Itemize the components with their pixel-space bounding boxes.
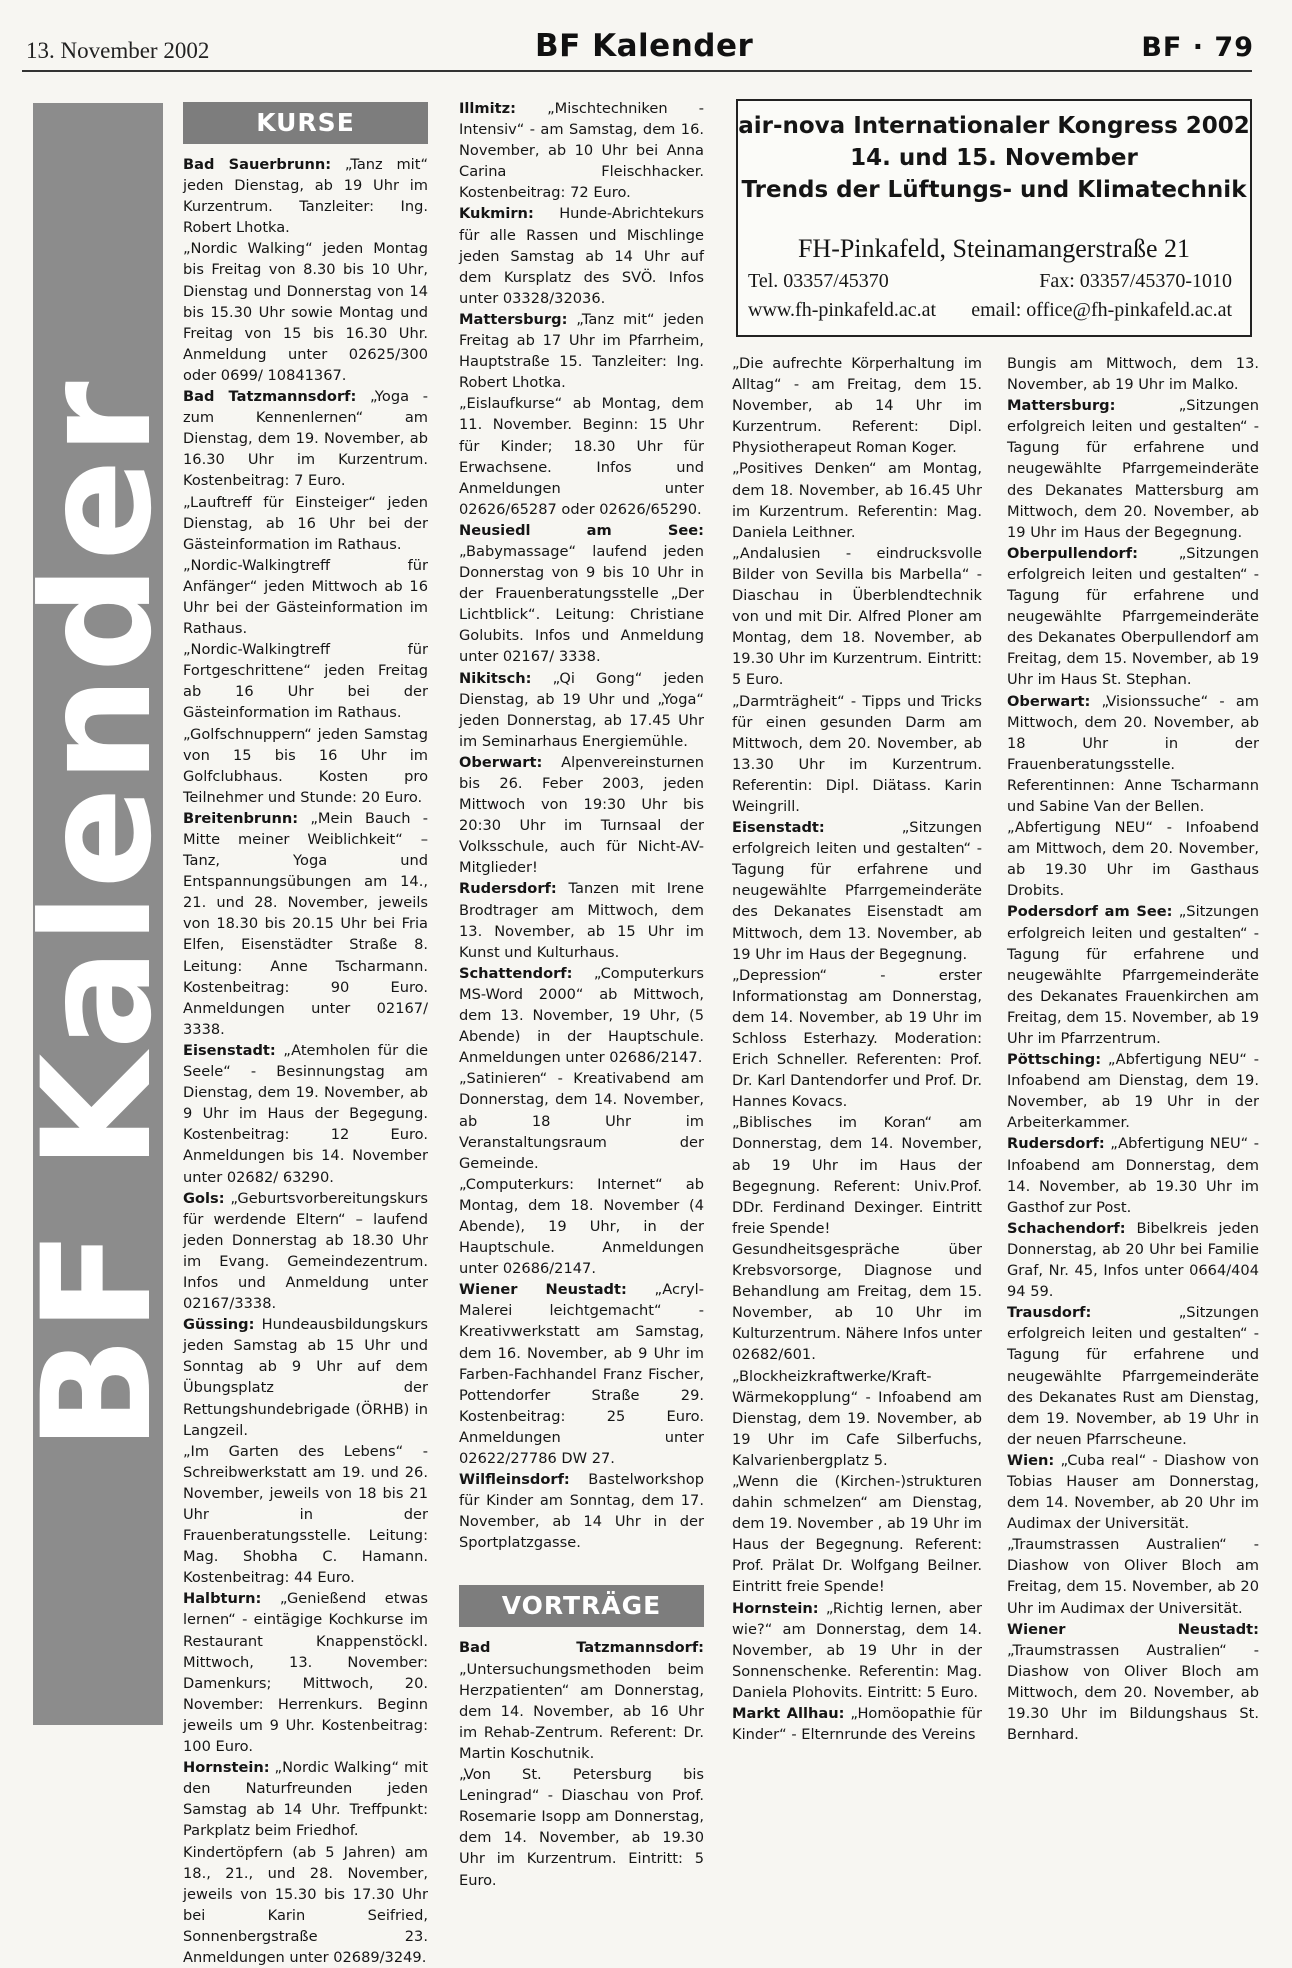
column-3 [732,353,982,1745]
entry-text: Bibelkreis jeden Donnerstag, ab 20 Uhr bei Familie Graf, Nr. 45, Infos unter 0664/404 94 59. [1007,1220,1259,1300]
entry-place: Rudersdorf: [1007,1135,1105,1152]
entry-text: Hunde-Abrichtekurs für alle Rassen und Mischlinge jeden Samstag ab 14 Uhr auf dem Kursplatz des SVÖ. Infos unter 03328/32036. [459,205,704,306]
kurse-heading: KURSE [183,102,428,144]
entry-place: Breitenbrunn: [183,810,298,827]
entry-text: Gesundheitsgespräche über Krebsvorsorge, Diagnose und Behandlung am Freitag, dem 15. November, ab 10 Uhr im Kulturzentrum. Nähere Infos unter 02682/601. [732,1241,982,1363]
calendar-entry [183,1314,428,1441]
entry-place: Wiener Neustadt: [1007,1621,1259,1638]
calendar-entry [1007,1302,1259,1450]
entry-text: „Qi Gong“ jeden Dienstag, ab 19 Uhr und „Yoga“ jeden Donnerstag, ab 17.45 Uhr im Seminarhaus Energiemühle. [459,670,704,750]
calendar-entry [459,1279,704,1469]
calendar-entry [183,1040,428,1188]
entry-place: Gols: [183,1190,225,1207]
entry-text: „Sitzungen erfolgreich leiten und gestalten“ - Tagung für erfahrene und neugewählte Pfarrgemeinderäte des Dekanates Eisenstadt am Mittwoch, dem 13. November, ab 19 Uhr im Haus der Begegnung. [732,819,982,963]
entry-text: „Computerkurs MS-Word 2000“ ab Mittwoch, dem 13. November, 19 Uhr, (5 Abende) in der Hauptschule. Anmeldungen unter 02686/2147. [459,965,704,1066]
entry-place: Wiener Neustadt: [459,1281,627,1298]
entry-text: „Yoga - zum Kennenlernen“ am Dienstag, dem 19. November, ab 16.30 Uhr im Kurzentrum. Kostenbeitrag: 7 Euro. [183,388,428,489]
entry-place: Wien: [1007,1452,1054,1469]
entry-text: „Lauftreff für Einsteiger“ jeden Dienstag, ab 16 Uhr bei der Gästeinformation im Rathaus. [183,494,428,553]
calendar-entry [183,724,428,808]
entry-place: Trausdorf: [1007,1304,1091,1321]
kurse-list-1 [183,154,428,1968]
entry-place: Oberwart: [1007,693,1090,710]
entry-text: Kindertöpfern (ab 5 Jahren) am 18., 21., und 28. November, jeweils von 15.30 bis 17.30 Uhr bei Karin Seifried, Sonnenbergstraße 23. Anmeldungen unter 02689/3249. [183,1844,428,1966]
ad-website[interactable]: www.fh-pinkafeld.ac.at [748,298,936,322]
entry-text: „Cuba real“ - Diashow von Tobias Hauser am Donnerstag, dem 14. November, ab 20 Uhr im Audimax der Universität. [1007,1452,1259,1532]
calendar-entry [459,668,704,752]
entry-text: „Die aufrechte Körperhaltung im Alltag“ - am Freitag, dem 15. November, ab 14 Uhr im Kurzentrum. Referent: Dipl. Physiotherapeut Roman Koger. [732,355,982,456]
entry-text: „Sitzungen erfolgreich leiten und gestalten“ - Tagung für erfahrene und neugewählte Pfarrgemeinderäte des Dekanates Rust am Dienstag, dem 19. November, ab 19 Uhr in der neuen Pfarrscheune. [1007,1304,1259,1448]
entry-text: „Wenn die (Kirchen-)strukturen dahin schmelzen“ am Dienstag, dem 19. November , ab 19 Uhr im Haus der Begegnung. Referent: Prof. Prälat Dr. Wolfgang Beilner. Eintritt freie Spende! [732,1473,982,1595]
ad-address: FH-Pinkafeld, Steinamangerstraße 21 [738,234,1250,264]
calendar-entry [183,639,428,723]
ad-dates: 14. und 15. November [738,142,1250,174]
entry-text: „Blockheizkraftwerke/Kraft-Wärmekopplung“ - Infoabend am Dienstag, dem 19. November, ab 19 Uhr im Cafe Silberfuchs, Kalvarienbergplatz 5. [732,1368,982,1469]
calendar-entry [183,154,428,238]
entry-place: Kukmirn: [459,205,534,222]
vortraege-list-4 [1007,353,1259,1745]
calendar-entry [459,98,704,203]
entry-place: Hornstein: [183,1759,270,1776]
entry-place: Neusiedl am See: [459,522,704,539]
entry-text: „Biblisches im Koran“ am Donnerstag, dem 14. November, ab 19 Uhr im Haus der Begegnung. Referent: Univ.Prof. DDr. Ferdinand Dexinger. Eintritt freie Spende! [732,1114,982,1236]
entry-text: „Von St. Petersburg bis Leningrad“ - Diaschau von Prof. Rosemarie Isopp am Donnerstag, dem 14. November, ab 19.30 Uhr im Kurzentrum. Eintritt: 5 Euro. [459,1766,704,1888]
column-4 [1007,353,1259,1745]
ad-subtitle: Trends der Lüftungs- und Klimatechnik [738,174,1250,206]
ad-contact-row [748,269,1232,293]
entry-text: „Mein Bauch - Mitte meiner Weiblichkeit“ – Tanz, Yoga und Entspannungsübungen am 14., 21. und 28. November, jeweils von 18.30 bis 20.15 Uhr bei Fria Elfen, Eisenstädter Straße 8. Leitung: Anne Tscharmann. Kostenbeitrag: 90 Euro. Anmeldungen unter 02167/ 3338. [183,810,428,1038]
calendar-entry [183,1757,428,1841]
entry-text: „Abfertigung NEU“ - Infoabend am Dienstag, dem 19. November, ab 19 Uhr in der Arbeiterkammer. [1007,1051,1259,1131]
ad-fax: Fax: 03357/45370-1010 [1039,269,1232,293]
calendar-entry [1007,353,1259,395]
calendar-entry [459,1637,704,1764]
entry-text: „Nordic-Walkingtreff für Anfänger“ jeden Mittwoch ab 16 Uhr bei der Gästeinformation im Rathaus. [183,557,428,637]
entry-place: Oberpullendorf: [1007,545,1138,562]
entry-text: „Traumstrassen Australien“ - Diashow von Oliver Bloch am Freitag, dem 15. November, ab 20 Uhr im Audimax der Universität. [1007,1536,1259,1616]
entry-text: „Satinieren“ - Kreativabend am Donnerstag, dem 14. November, ab 18 Uhr im Veranstaltungsraum der Gemeinde. [459,1070,704,1171]
calendar-entry [1007,543,1259,691]
vortraege-list-2 [459,1637,704,1890]
entry-text: „Golfschnuppern“ jeden Samstag von 15 bis 16 Uhr im Golfclubhaus. Kosten pro Teilnehmer und Stunde: 20 Euro. [183,726,428,806]
calendar-entry [459,520,704,668]
entry-text: „Untersuchungsmethoden beim Herzpatienten“ am Donnerstag, dem 14. November, ab 16 Uhr im Rehab-Zentrum. Referent: Dr. Martin Koschutnik. [459,1661,704,1762]
calendar-entry [1007,1218,1259,1302]
entry-place: Eisenstadt: [732,819,825,836]
entry-text: Bastelworkshop für Kinder am Sonntag, dem 17. November, ab 14 Uhr in der Sportplatzgasse. [459,1471,704,1551]
entry-place: Schachendorf: [1007,1220,1126,1237]
calendar-entry [459,309,704,393]
calendar-entry [1007,395,1259,543]
entry-text: Hundeausbildungskurs jeden Samstag ab 15 Uhr und Sonntag ab 9 Uhr auf dem Übungsplatz der Rettungshundebrigade (ÖRHB) in Langzeil. [183,1316,428,1438]
calendar-entry [459,963,704,1068]
entry-text: „Nordic Walking“ jeden Montag bis Freitag von 8.30 bis 10 Uhr, Dienstag und Donnerstag von 14 bis 15.30 Uhr sowie Montag und Freitag von 15 bis 16.30 Uhr. Anmeldung unter 02625/300 oder 0699/ 10841367. [183,240,428,384]
section-title: BF Kalender [535,28,753,64]
calendar-entry [183,1842,428,1968]
calendar-entry [1007,691,1259,818]
calendar-entry [732,1471,982,1598]
entry-place: Wilfleinsdorf: [459,1471,570,1488]
entry-text: „Homöopathie für Kinder“ - Elternrunde des Vereins [732,1705,982,1743]
ad-email[interactable]: email: office@fh-pinkafeld.ac.at [971,298,1232,322]
ad-headline: air-nova Internationaler Kongress 2002 [738,110,1250,142]
calendar-entry [732,1112,982,1239]
vortraege-list-3 [732,353,982,1745]
entry-text: „Tanz mit“ jeden Dienstag, ab 19 Uhr im Kurzentrum. Tanzleiter: Ing. Robert Lhotka. [183,156,428,236]
entry-text: „Richtig lernen, aber wie?“ am Donnerstag, dem 14. November, ab 19 Uhr in der Sonnenschenke. Referentin: Mag. Daniela Plohovits. Eintritt: 5 Euro. [732,1600,982,1701]
calendar-entry [1007,817,1259,901]
calendar-entry [732,817,982,965]
entry-text: Alpenvereinsturnen bis 26. Feber 2003, jeden Mittwoch von 19:30 Uhr bis 20:30 Uhr im Turnsaal der Volksschule, auch für Nicht-AV-Mitglieder! [459,754,704,876]
entry-text: „Genießend etwas lernen“ - eintägige Kochkurse im Restaurant Knappenstöckl. Mittwoch, 13. November: Damenkurs; Mittwoch, 20. November: Herrenkurs. Beginn jeweils um 9 Uhr. Kostenbeitrag: 100 Euro. [183,1590,428,1755]
calendar-entry [183,555,428,639]
entry-text: „Abfertigung NEU“ - Infoabend am Donnerstag, dem 14. November, ab 19.30 Uhr im Gasthof zur Post. [1007,1135,1259,1215]
calendar-entry [732,965,982,1113]
entry-text: „Sitzungen erfolgreich leiten und gestalten“ - Tagung für erfahrene und neugewählte Pfarrgemeinderäte des Dekanates Mattersburg am Mittwoch, dem 20. November, ab 19 Uhr im Haus der Begegnung. [1007,397,1259,541]
side-banner [33,103,163,1725]
calendar-entry [183,1188,428,1315]
entry-text: Bungis am Mittwoch, dem 13. November, ab 19 Uhr im Malko. [1007,355,1259,393]
calendar-entry [1007,1534,1259,1618]
entry-text: „Babymassage“ laufend jeden Donnerstag von 9 bis 10 Uhr in der Frauenberatungsstelle „Der Lichtblick“. Leitung: Christiane Golubits. Infos und Anmeldung unter 02167/ 3338. [459,543,704,665]
calendar-entry [459,1469,704,1553]
calendar-entry [459,393,704,520]
calendar-entry [1007,1049,1259,1133]
entry-text: „Nordic-Walkingtreff für Fortgeschrittene“ jeden Freitag ab 16 Uhr bei der Gästeinformation im Rathaus. [183,641,428,721]
entry-place: Hornstein: [732,1600,819,1617]
calendar-entry [732,1703,982,1745]
calendar-entry [732,691,982,818]
entry-place: Mattersburg: [1007,397,1115,414]
entry-place: Halbturn: [183,1590,261,1607]
entry-text: „Darmträgheit“ - Tipps und Tricks für einen gesunden Darm am Mittwoch, dem 20. November, ab 13.30 Uhr im Kurzentrum. Referentin: Dipl. Diätass. Karin Weingrill. [732,693,982,815]
calendar-entry [459,878,704,962]
entry-place: Podersdorf am See: [1007,903,1173,920]
entry-text: „Positives Denken“ am Montag, dem 18. November, ab 16.45 Uhr im Kurzentrum. Referentin: Mag. Daniela Leithner. [732,460,982,540]
side-banner-text: BF Kalender [11,377,185,1451]
calendar-entry [1007,901,1259,1049]
entry-place: Mattersburg: [459,311,567,328]
calendar-entry [183,1588,428,1757]
calendar-entry [732,1598,982,1703]
issue-date: 13. November 2002 [26,38,209,64]
entry-text: „Atemholen für die Seele“ - Besinnungstag am Dienstag, dem 19. November, ab 9 Uhr im Haus der Begegung. Kostenbeitrag: 12 Euro. Anmeldungen bis 14. November unter 02682/ 63290. [183,1042,428,1186]
entry-place: Illmitz: [459,100,516,117]
calendar-entry [183,808,428,1040]
entry-text: „Eislaufkurse“ ab Montag, dem 11. November. Beginn: 15 Uhr für Kinder; 18.30 Uhr für Erwachsene. Infos und Anmeldungen unter 02626/65287 oder 02626/65290. [459,395,704,517]
entry-place: Oberwart: [459,754,542,771]
calendar-entry [459,1764,704,1891]
column-1 [183,98,428,1968]
entry-text: „Nordic Walking“ mit den Naturfreunden jeden Samstag ab 14 Uhr. Treffpunkt: Parkplatz beim Friedhof. [183,1759,428,1839]
calendar-entry [1007,1133,1259,1217]
entry-text: „Andalusien - eindrucksvolle Bilder von Sevilla bis Marbella“ - Diaschau in Überblendtechnik von und mit Dir. Alfred Ploner am Montag, dem 18. November, ab 19.30 Uhr im Kurzentrum. Eintritt: 5 Euro. [732,545,982,689]
entry-text: „Traumstrassen Australien“ - Diashow von Oliver Bloch am Mittwoch, dem 20. November, ab 19.30 Uhr im Bildungshaus St. Bernhard. [1007,1642,1259,1743]
column-2 [459,98,704,1891]
entry-place: Nikitsch: [459,670,531,687]
entry-place: Bad Tatzmannsdorf: [459,1639,704,1656]
calendar-entry [183,238,428,386]
calendar-entry [183,492,428,555]
entry-place: Schattendorf: [459,965,573,982]
calendar-entry [459,1068,704,1173]
calendar-entry [732,353,982,458]
calendar-entry [183,1441,428,1589]
calendar-entry [1007,1450,1259,1534]
calendar-entry [183,386,428,491]
entry-text: „Tanz mit“ jeden Freitag ab 17 Uhr im Pfarrheim, Hauptstraße 15. Tanzleiter: Ing. Robert Lhotka. [459,311,704,391]
entry-place: Markt Allhau: [732,1705,844,1722]
entry-text: „Abfertigung NEU“ - Infoabend am Mittwoch, dem 20. November, ab 19.30 Uhr im Gasthaus Drobits. [1007,819,1259,899]
entry-place: Rudersdorf: [459,880,557,897]
entry-text: „Computerkurs: Internet“ ab Montag, dem 18. November (4 Abende), 19 Uhr, in der Hauptschule. Anmeldungen unter 02686/2147. [459,1176,704,1277]
entry-place: Eisenstadt: [183,1042,276,1059]
entry-text: „Visionssuche“ - am Mittwoch, dem 20. November, ab 18 Uhr in der Frauenberatungsstelle. Referentinnen: Anne Tscharmann und Sabine Van der Bellen. [1007,693,1259,815]
congress-advertisement [736,99,1252,337]
calendar-entry [459,752,704,879]
ad-tel: Tel. 03357/45370 [748,269,889,293]
entry-text: „Sitzungen erfolgreich leiten und gestalten“ - Tagung für erfahrene und neugewählte Pfarrgemeinderäte des Dekanates Frauenkirchen am Freitag, dem 15. November, ab 19 Uhr im Pfarrzentrum. [1007,903,1259,1047]
entry-text: „Mischtechniken - Intensiv“ - am Samstag, dem 16. November, ab 10 Uhr bei Anna Carina Fleischhacker. Kostenbeitrag: 72 Euro. [459,100,704,201]
entry-text: „Depression“ - erster Informationstag am Donnerstag, dem 14. November, ab 19 Uhr im Schloss Esterhazy. Moderation: Erich Schneller. Referenten: Prof. Dr. Karl Dantendorfer und Prof. Dr. Hannes Kovacs. [732,967,982,1111]
header-rule [22,70,1252,72]
calendar-entry [732,1239,982,1366]
entry-place: Pöttsching: [1007,1051,1101,1068]
ad-web-row [748,298,1232,322]
entry-text: „Acryl-Malerei leichtgemacht“ - Kreativwerkstatt am Samstag, dem 16. November, ab 9 Uhr im Farben-Fachhandel Franz Fischer, Pottendorfer Straße 29. Kostenbeitrag: 25 Euro. Anmeldungen unter 02622/27786 DW 27. [459,1281,704,1467]
entry-place: Güssing: [183,1316,254,1333]
calendar-entry [459,203,704,308]
entry-text: „Geburtsvorbereitungskurs für werdende Eltern“ – laufend jeden Donnerstag ab 18.30 Uhr im Evang. Gemeindezentrum. Infos und Anmeldung unter 02167/3338. [183,1190,428,1312]
entry-text: Tanzen mit Irene Brodtrager am Mittwoch, dem 13. November, ab 15 Uhr im Kunst und Kulturhaus. [459,880,704,960]
kurse-list-2 [459,98,704,1553]
entry-place: Bad Sauerbrunn: [183,156,331,173]
entry-place: Bad Tatzmannsdorf: [183,388,356,405]
page-number: BF · 79 [1141,32,1254,63]
entry-text: „Sitzungen erfolgreich leiten und gestalten“ - Tagung für erfahrene und neugewählte Pfarrgemeinderäte des Dekanates Oberpullendorf am Freitag, dem 15. November, ab 19 Uhr im Haus St. Stephan. [1007,545,1259,689]
calendar-entry [459,1174,704,1279]
calendar-entry [1007,1619,1259,1746]
entry-text: „Im Garten des Lebens“ - Schreibwerkstatt am 19. und 26. November, jeweils von 18 bis 21 Uhr in der Frauenberatungsstelle. Leitung: Mag. Shobha C. Hamann. Kostenbeitrag: 44 Euro. [183,1443,428,1587]
vortraege-heading: VORTRÄGE [459,1585,704,1627]
calendar-entry [732,543,982,691]
calendar-entry [732,1366,982,1471]
calendar-entry [732,458,982,542]
